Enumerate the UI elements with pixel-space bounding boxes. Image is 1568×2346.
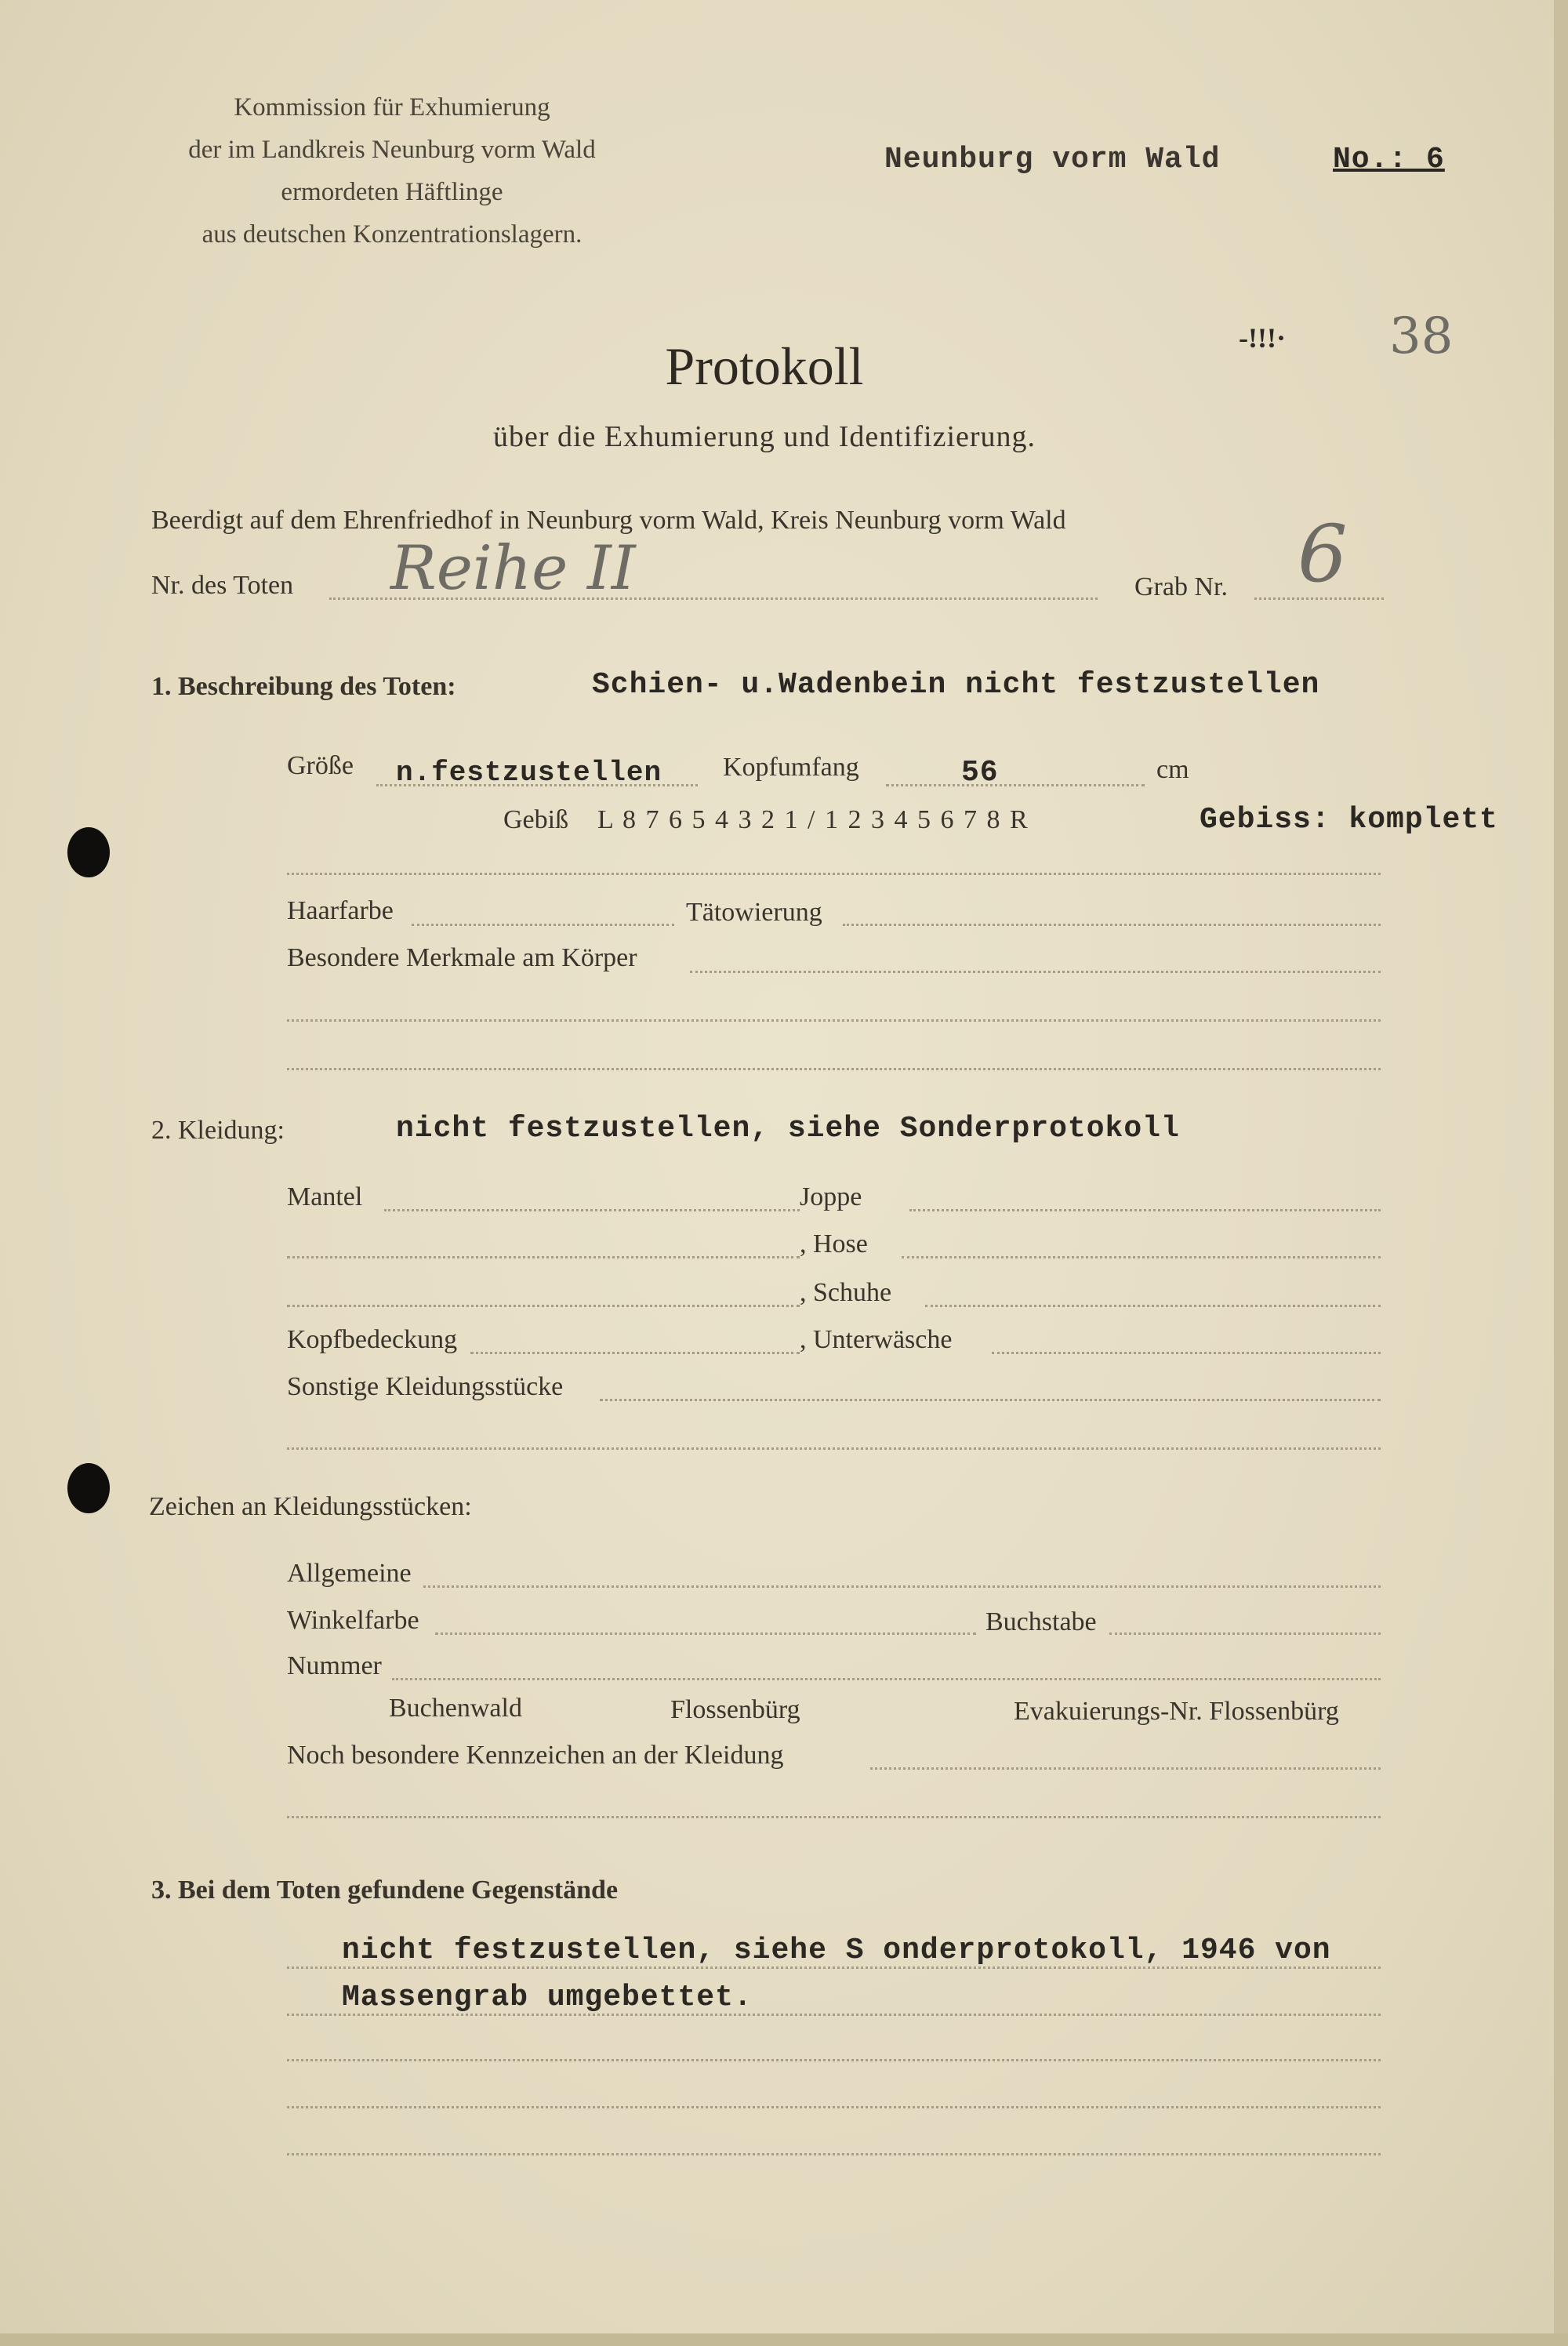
head-value: 56 — [961, 756, 999, 790]
size-label: Größe — [287, 751, 354, 780]
grab-label: Grab Nr. — [1134, 572, 1228, 601]
further-signs-dots-2 — [287, 1816, 1381, 1818]
shoes-text: Schuhe — [813, 1278, 892, 1307]
underwear-label: , Unterwäsche — [800, 1325, 953, 1354]
row3-dots-left — [287, 1305, 800, 1307]
commission-line-3: ermordeten Häftlinge — [281, 178, 503, 206]
tattoo-dots — [843, 924, 1381, 926]
general-label: Allgemeine — [287, 1559, 412, 1588]
page-title: Protokoll — [665, 336, 864, 396]
burial-text: Beerdigt auf dem Ehrenfriedhof in Neunburg vorm Wald, Kreis Neunburg vorm Wald — [151, 506, 1066, 535]
further-signs-dots — [870, 1767, 1381, 1770]
section3-dots-5 — [287, 2153, 1381, 2155]
headwear-label: Kopfbedeckung — [287, 1325, 458, 1354]
other-clothes-label: Sonstige Kleidungsstücke — [287, 1372, 564, 1401]
section2-heading: 2. Kleidung: — [151, 1116, 285, 1145]
signs-heading: Zeichen an Kleidungsstücken: — [149, 1492, 472, 1521]
nr-handwritten: Reihe II — [390, 533, 636, 604]
typed-place: Neunburg vorm Wald — [884, 143, 1221, 176]
section3-dots-1 — [287, 1966, 1381, 1969]
jacket-dots — [909, 1209, 1381, 1211]
commission-line-1: Kommission für Exhumierung — [234, 93, 550, 122]
size-dots — [376, 784, 698, 786]
stamp-mark: -!!!· — [1239, 322, 1286, 354]
flossenburg-label: Flossenbürg — [670, 1695, 800, 1724]
section3-dots-3 — [287, 2059, 1381, 2061]
number-label: Nummer — [287, 1651, 382, 1680]
marks-dots-3 — [287, 1068, 1381, 1070]
shoes-label: , Schuhe — [800, 1278, 892, 1307]
tattoo-label: Tätowierung — [686, 898, 822, 927]
other-clothes-dots-2 — [287, 1447, 1381, 1450]
hair-dots — [412, 924, 674, 926]
teeth-label: Gebiß — [503, 805, 569, 834]
handwritten-number: 38 — [1389, 307, 1454, 365]
buchenwald-label: Buchenwald — [389, 1694, 522, 1723]
section3-dots-4 — [287, 2106, 1381, 2108]
marks-dots-1 — [690, 971, 1381, 973]
size-typed: n.festzustellen — [396, 757, 662, 789]
jacket-label: Joppe — [800, 1182, 862, 1211]
page-subtitle: über die Exhumierung und Identifizierung. — [492, 420, 1036, 453]
underwear-dots — [992, 1352, 1381, 1354]
general-dots — [423, 1585, 1381, 1588]
other-clothes-dots — [600, 1399, 1381, 1401]
nr-label: Nr. des Toten — [151, 571, 294, 600]
hair-label: Haarfarbe — [287, 896, 394, 925]
further-signs-label: Noch besondere Kennzeichen an der Kleidung — [287, 1741, 784, 1770]
section3-heading: 3. Bei dem Toten gefundene Gegenstände — [151, 1876, 619, 1905]
marks-dots-2 — [287, 1019, 1381, 1022]
trousers-text: Hose — [813, 1229, 868, 1258]
head-label: Kopfumfang — [723, 753, 859, 782]
triangle-color-label: Winkelfarbe — [287, 1606, 419, 1635]
grab-handwritten: 6 — [1298, 508, 1348, 600]
section1-heading: 1. Beschreibung des Toten: — [151, 672, 456, 701]
commission-line-4: aus deutschen Konzentrationslagern. — [201, 220, 583, 249]
punch-hole-bottom — [67, 1463, 110, 1513]
coat-dots — [384, 1209, 800, 1211]
head-unit: cm — [1156, 755, 1189, 784]
section3-dots-2 — [287, 2014, 1381, 2016]
headwear-dots — [470, 1352, 800, 1354]
typed-document-number: No.: 6 — [1333, 143, 1445, 176]
commission-header — [133, 86, 651, 256]
teeth-row: L 8 7 6 5 4 3 2 1 / 1 2 3 4 5 6 7 8 R — [597, 805, 1028, 834]
triangle-color-dots — [435, 1632, 976, 1635]
coat-label: Mantel — [287, 1182, 363, 1211]
paper-edge-right — [1554, 0, 1568, 2346]
teeth-typed: Gebiss: komplett — [1200, 803, 1498, 837]
section3-typed-line-2: Massengrab umgebettet. — [342, 1981, 753, 2014]
trousers-dots — [902, 1256, 1381, 1258]
letter-label: Buchstabe — [985, 1607, 1097, 1636]
number-dots — [392, 1678, 1381, 1680]
marks-label: Besondere Merkmale am Körper — [287, 943, 637, 972]
row2-dots-left — [287, 1256, 800, 1258]
commission-line-2: der im Landkreis Neunburg vorm Wald — [188, 136, 596, 164]
underwear-text: Unterwäsche — [813, 1325, 953, 1354]
section3-typed-line-1: nicht festzustellen, siehe S onderprotokoll, 1946 von — [342, 1934, 1331, 1967]
head-dots — [886, 784, 1145, 786]
teeth-dots-2 — [287, 873, 1381, 875]
section1-typed: Schien- u.Wadenbein nicht festzustellen — [592, 668, 1320, 702]
letter-dots — [1109, 1632, 1381, 1635]
shoes-dots — [925, 1305, 1381, 1307]
punch-hole-top — [67, 827, 110, 877]
evac-label: Evakuierungs-Nr. Flossenbürg — [1014, 1697, 1339, 1726]
trousers-label: , Hose — [800, 1229, 868, 1258]
section2-typed: nicht festzustellen, siehe Sonderprotokoll — [396, 1112, 1180, 1146]
paper-edge-bottom — [0, 2333, 1568, 2346]
